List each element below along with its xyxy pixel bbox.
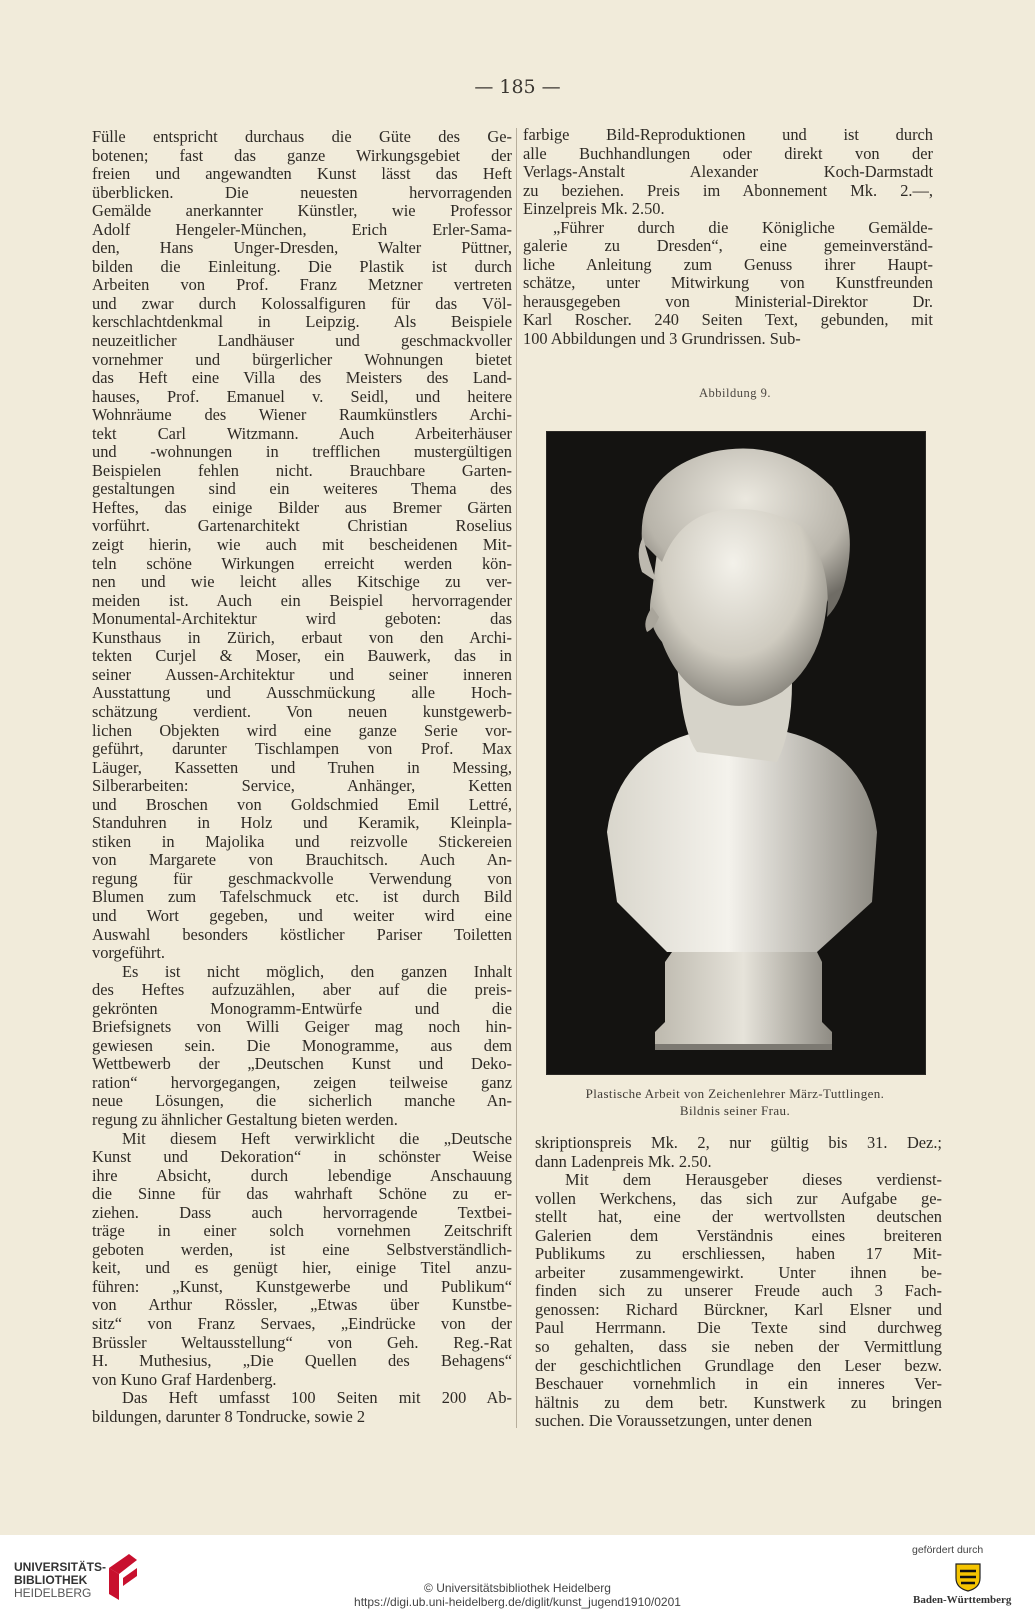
text-line: vorführt. Gartenarchitekt Christian Roselius [92, 517, 512, 536]
text-line: und Broschen von Goldschmied Emil Lettré, [92, 795, 512, 814]
text-line: nen und wie leicht alles Kitschige zu ver- [92, 573, 512, 592]
text-line: hältnis zu dem betr. Kunstwerk zu bringen [535, 1393, 942, 1412]
text-line: farbige Bild-Reproduktionen und ist durch [523, 126, 933, 144]
text-line: sitz“ von Franz Servaes, „Eindrücke von der [92, 1315, 512, 1333]
text-line: Beispielen fehlen nicht. Brauchbare Garten- [92, 461, 512, 480]
text-line: meiden ist. Auch ein Beispiel hervorragender [92, 591, 512, 610]
text-line: schätzung verdient. Von neuen kunstgewerb- [92, 702, 512, 721]
text-line: galerie zu Dresden“, eine gemeinverständ- [523, 237, 933, 256]
text-line: Briefsignets von Willi Geiger mag noch hin- [92, 1018, 512, 1037]
logo-line-1: UNIVERSITÄTS- [14, 1560, 107, 1574]
text-line: seiner Aussen-Architektur und seiner inneren [92, 665, 512, 684]
text-line: Gemälde anerkannter Künstler, wie Professor [92, 202, 512, 221]
text-line: dann Ladenpreis Mk. 2.50. [535, 1152, 712, 1171]
page-number: — 185 — [474, 76, 561, 98]
figure-label: Abbildung 9. [699, 386, 771, 400]
text-line: freien und angewandten Kunst lässt das Heft [92, 165, 512, 184]
copyright-block [0, 1581, 1035, 1609]
text-line: liche Anleitung zum Genuss ihrer Haupt- [523, 255, 933, 274]
text-line: Kunst und Dekoration“ in schönster Weise [92, 1148, 512, 1167]
text-line: Publikums zu erschliessen, haben 17 Mit- [535, 1245, 942, 1264]
text-line: so gehalten, dass sie neben der Vermittlung [535, 1338, 942, 1357]
text-line: Wettbewerb der „Deutschen Kunst und Deko- [92, 1055, 512, 1074]
text-line: H. Muthesius, „Die Quellen des Behagens“ [92, 1352, 512, 1371]
text-line: gekrönten Monogramm-Entwürfe und die [92, 999, 512, 1018]
text-line: keit, und es genügt hier, einige Titel anzu- [92, 1259, 512, 1278]
text-line: botenen; fast das ganze Wirkungsgebiet der [92, 146, 512, 165]
column-divider [516, 128, 517, 1428]
text-line: 100 Abbildungen und 3 Grundrissen. Sub- [523, 330, 801, 349]
text-line: und -wohnungen in trefflichen mustergültigen [92, 443, 512, 462]
text-line: arbeiter zusammengewirkt. Unter ihnen be- [535, 1263, 942, 1282]
funder-name: Baden-Württemberg [913, 1594, 1012, 1606]
logo-line-3: HEIDELBERG [14, 1586, 92, 1600]
text-line: teln schöne Wirkungen erreicht werden kön- [92, 554, 512, 573]
text-line: zu beziehen. Preis im Abonnement Mk. 2.—, [523, 181, 933, 200]
text-line: bilden die Einleitung. Die Plastik ist durch [92, 257, 512, 276]
text-line: schätze, unter Mitwirkung von Kunstfreunden [523, 274, 933, 293]
text-line: stellt hat, eine der wertvollsten deutschen [535, 1208, 942, 1227]
text-line: regung zu ähnlicher Gestaltung bieten werden. [92, 1110, 398, 1129]
text-line: des Heftes aufzuzählen, aber auf die preis- [92, 981, 512, 1000]
logo-line-2: BIBLIOTHEK [14, 1573, 88, 1587]
text-line: Verlags-Anstalt Alexander Koch-Darmstadt [523, 163, 933, 182]
text-line: Heftes, das einige Bilder aus Bremer Gärten [92, 498, 512, 517]
text-line: und Wort gegeben, und weiter wird eine [92, 906, 512, 925]
text-line: den, Hans Unger-Dresden, Walter Püttner, [92, 239, 512, 258]
text-line: suchen. Die Voraussetzungen, unter denen [535, 1412, 813, 1431]
text-line: vornehmer und bürgerlicher Wohnungen bietet [92, 350, 512, 369]
text-line: neue Lösungen, die sicherlich manche An- [92, 1092, 512, 1111]
text-line: der geschichtlichen Grundlage den Leser bezw. [535, 1356, 942, 1375]
text-line: und zwar durch Kolossalfiguren für das Völ- [92, 294, 512, 313]
text-line: Blumen zum Tafelschmuck etc. ist durch Bild [92, 888, 512, 907]
text-line: hauses, Prof. Emanuel v. Seidl, und heitere [92, 387, 512, 406]
text-line: tekt Carl Witzmann. Auch Arbeiterhäuser [92, 424, 512, 443]
text-line: genossen: Richard Bürckner, Karl Elsner und [535, 1300, 942, 1319]
text-line: herausgegeben von Ministerial-Direktor Dr. [523, 292, 933, 311]
text-line: träge in einer solch vornehmen Zeitschrift [92, 1222, 512, 1241]
text-line: regung für geschmackvolle Verwendung von [92, 869, 512, 888]
text-line: Brüssler Weltausstellung“ von Geh. Reg.-Rat [92, 1333, 512, 1352]
text-line: Galerien dem Verständnis eines breiteren [535, 1226, 942, 1245]
text-line: geboten werden, ist eine Selbstverständlich- [92, 1240, 512, 1259]
text-line: Es ist nicht möglich, den ganzen Inhalt [122, 962, 512, 981]
text-line: finden sich zu unserer Freude auch 3 Fach- [535, 1282, 942, 1301]
text-line: von Arthur Rössler, „Etwas über Kunstbe- [92, 1296, 512, 1315]
text-line: Mit diesem Heft verwirklicht die „Deutsche [122, 1129, 512, 1148]
text-line: vollen Werkchens, das sich zur Aufgabe ge- [535, 1189, 942, 1208]
text-line: vorgeführt. [92, 944, 165, 963]
text-line: Silberarbeiten: Service, Anhänger, Ketten [92, 777, 512, 796]
copyright-text: © Universitätsbibliothek Heidelberg [424, 1581, 611, 1595]
text-line: Paul Herrmann. Die Texte sind durchweg [535, 1319, 942, 1338]
text-line: das Heft eine Villa des Meisters des Land- [92, 369, 512, 388]
text-line: Arbeiten von Prof. Franz Metzner vertreten [92, 276, 512, 295]
text-line: ihre Absicht, durch lebendige Anschauung [92, 1166, 512, 1185]
text-line: Karl Roscher. 240 Seiten Text, gebunden, mit [523, 311, 933, 330]
text-line: „Führer durch die Königliche Gemälde- [553, 218, 933, 237]
text-line: tekten Curjel & Moser, ein Bauwerk, das in [92, 647, 512, 666]
right-text-column-bottom [535, 1134, 942, 1431]
text-line: Wohnräume des Wiener Raumkünstlers Archi- [92, 406, 512, 425]
text-line: von Kuno Graf Hardenberg. [92, 1370, 277, 1389]
text-line: Fülle entspricht durchaus die Güte des Ge- [92, 128, 512, 146]
text-line: Das Heft umfasst 100 Seiten mit 200 Ab- [122, 1389, 512, 1408]
text-line: von Margarete von Brauchitsch. Auch An- [92, 851, 512, 870]
text-line: Einzelpreis Mk. 2.50. [523, 200, 665, 219]
text-line: ration“ hervorgegangen, zeigen teilweise ganz [92, 1073, 512, 1092]
text-line: lichen Objekten wird eine ganze Serie vor- [92, 721, 512, 740]
text-line: die Sinne für das wahrhaft Schöne zu er- [92, 1185, 512, 1204]
text-line: skriptionspreis Mk. 2, nur gültig bis 31. Dez.; [535, 1134, 942, 1152]
text-line: stiken in Majolika und reizvolle Stickereien [92, 832, 512, 851]
text-line: ziehen. Dass auch hervorragende Textbei- [92, 1203, 512, 1222]
text-line: Beschauer vornehmlich in ein inneres Ver- [535, 1375, 942, 1394]
text-line: überblicken. Die neuesten hervorragenden [92, 183, 512, 202]
text-line: Monumental-Architektur wird geboten: das [92, 610, 512, 629]
text-line: geführt, darunter Tischlampen von Prof. Max [92, 740, 512, 759]
text-line: alle Buchhandlungen oder direkt von der [523, 144, 933, 163]
text-line: Kunsthaus in Zürich, erbaut von den Archi- [92, 628, 512, 647]
source-url[interactable]: https://digi.ub.uni-heidelberg.de/diglit/kunst_jugend1910/0201 [354, 1595, 681, 1609]
text-line: Auswahl besonders köstlicher Pariser Toiletten [92, 925, 512, 944]
text-line: Ausstattung und Ausschmückung alle Hoch- [92, 684, 512, 703]
bust-photograph [547, 432, 925, 1074]
text-line: führen: „Kunst, Kunstgewerbe und Publikum“ [92, 1277, 512, 1296]
coat-of-arms-icon [950, 1560, 986, 1592]
text-line: zeigt hierin, wie auch mit bescheidenen Mit- [92, 536, 512, 555]
text-line: Adolf Hengeler-München, Erich Erler-Sama- [92, 220, 512, 239]
funder-label: gefördert durch [912, 1544, 984, 1556]
caption-line-1: Plastische Arbeit von Zeichenlehrer März-Tuttlingen. [585, 1086, 885, 1101]
text-line: Mit dem Herausgeber dieses verdienst- [565, 1171, 942, 1190]
left-text-column [92, 128, 512, 1426]
caption-line-2: Bildnis seiner Frau. [679, 1103, 791, 1118]
figure-caption [530, 1085, 940, 1119]
text-line: neuzeitlicher Landhäuser und geschmackvoller [92, 332, 512, 351]
text-line: Läuger, Kassetten und Truhen in Messing, [92, 758, 512, 777]
text-line: gewiesen sein. Die Monogramme, aus dem [92, 1036, 512, 1055]
right-text-column-top [523, 126, 933, 349]
text-line: gestaltungen sind ein weiteres Thema des [92, 480, 512, 499]
text-line: kerschlachtdenkmal in Leipzig. Als Beispiele [92, 313, 512, 332]
bust-sculpture-image [547, 432, 925, 1074]
text-line: bildungen, darunter 8 Tondrucke, sowie 2 [92, 1407, 366, 1426]
text-line: Standuhren in Holz und Keramik, Kleinpla- [92, 814, 512, 833]
